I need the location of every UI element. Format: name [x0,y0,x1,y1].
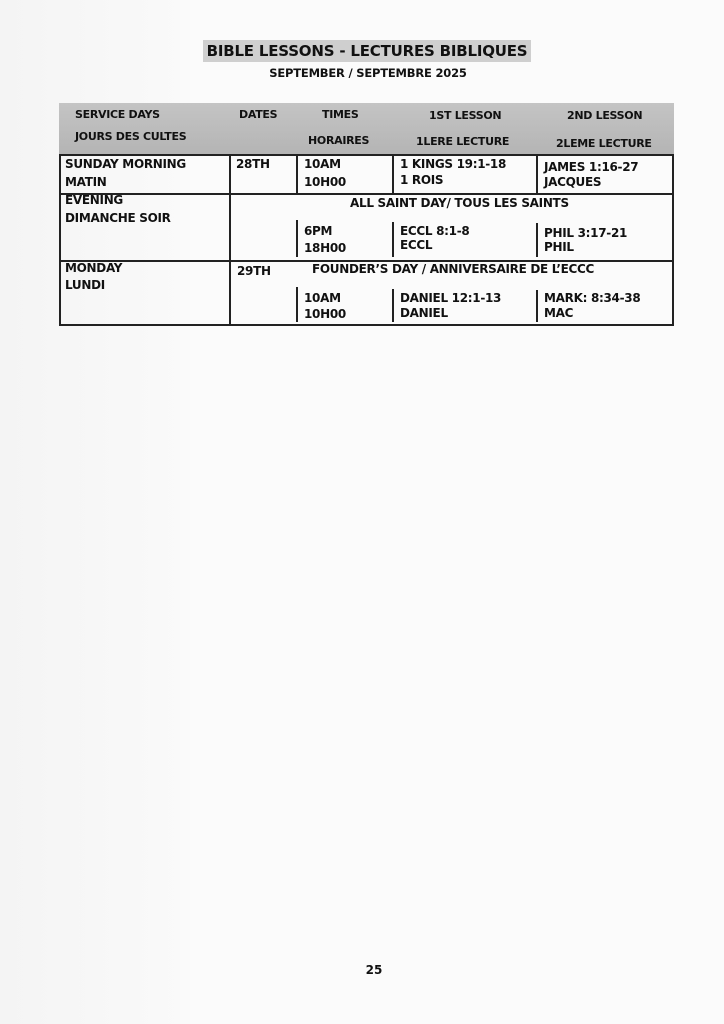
row-first-lesson: 1 KINGS 19:1-18 [400,157,507,171]
row-time-fr: 10H00 [304,307,346,321]
row-second-lesson: MARK: 8:34-38 [544,291,641,305]
row-day: MONDAY [65,261,123,275]
header-service-days: SERVICE DAYS [75,108,160,121]
table-rule [229,154,231,325]
row-time-fr: 18H00 [304,241,346,255]
row-first-lesson: ECCL 8:1-8 [400,224,470,238]
row-first-lesson-fr: 1 ROIS [400,173,444,187]
row-first-lesson-fr: ECCL [400,238,433,252]
lesson-schedule-table [59,103,674,325]
table-rule [296,220,298,257]
header-first-lesson: 1ST LESSON [429,109,502,122]
header-second-lesson: 2ND LESSON [567,109,643,122]
table-rule [536,223,538,257]
table-rule [392,222,394,257]
table-rule [392,154,394,194]
table-rule [296,154,298,194]
row-note: ALL SAINT DAY/ TOUS LES SAINTS [350,196,569,210]
row-day-fr: DIMANCHE SOIR [65,211,171,225]
table-rule [59,324,674,326]
row-second-lesson-fr: MAC [544,306,574,320]
row-day: EVENING [65,193,123,207]
table-rule [536,290,538,322]
row-time-fr: 10H00 [304,175,346,189]
row-first-lesson-fr: DANIEL [400,306,448,320]
row-first-lesson: DANIEL 12:1-13 [400,291,502,305]
row-second-lesson-fr: PHIL [544,240,574,254]
table-header [59,103,674,155]
header-second-lesson-fr: 2LEME LECTURE [556,137,652,150]
header-times-fr: HORAIRES [308,134,370,147]
table-rule [536,154,538,194]
table-rule [392,289,394,322]
row-second-lesson: PHIL 3:17-21 [544,226,628,240]
row-date: 29TH [237,264,271,278]
page-title: BIBLE LESSONS - LECTURES BIBLIQUES [203,40,531,62]
header-first-lesson-fr: 1LERE LECTURE [416,135,510,148]
page-subtitle: SEPTEMBER / SEPTEMBRE 2025 [269,66,467,80]
row-day: SUNDAY MORNING [65,157,186,171]
page-number: 25 [365,963,383,977]
header-dates: DATES [239,108,278,121]
table-rule [59,154,61,325]
row-time: 10AM [304,291,341,305]
row-time: 10AM [304,157,341,171]
row-second-lesson-fr: JACQUES [544,175,602,189]
table-rule [672,154,674,325]
row-time: 6PM [304,224,333,238]
table-rule [296,287,298,322]
row-day-fr: LUNDI [65,278,105,292]
header-service-days-fr: JOURS DES CULTES [75,130,187,143]
header-times: TIMES [322,108,359,121]
row-day-fr: MATIN [65,175,107,189]
row-date: 28TH [236,157,270,171]
row-note: FOUNDER’S DAY / ANNIVERSAIRE DE L’ECCC [312,262,595,276]
row-second-lesson: JAMES 1:16-27 [544,160,639,174]
